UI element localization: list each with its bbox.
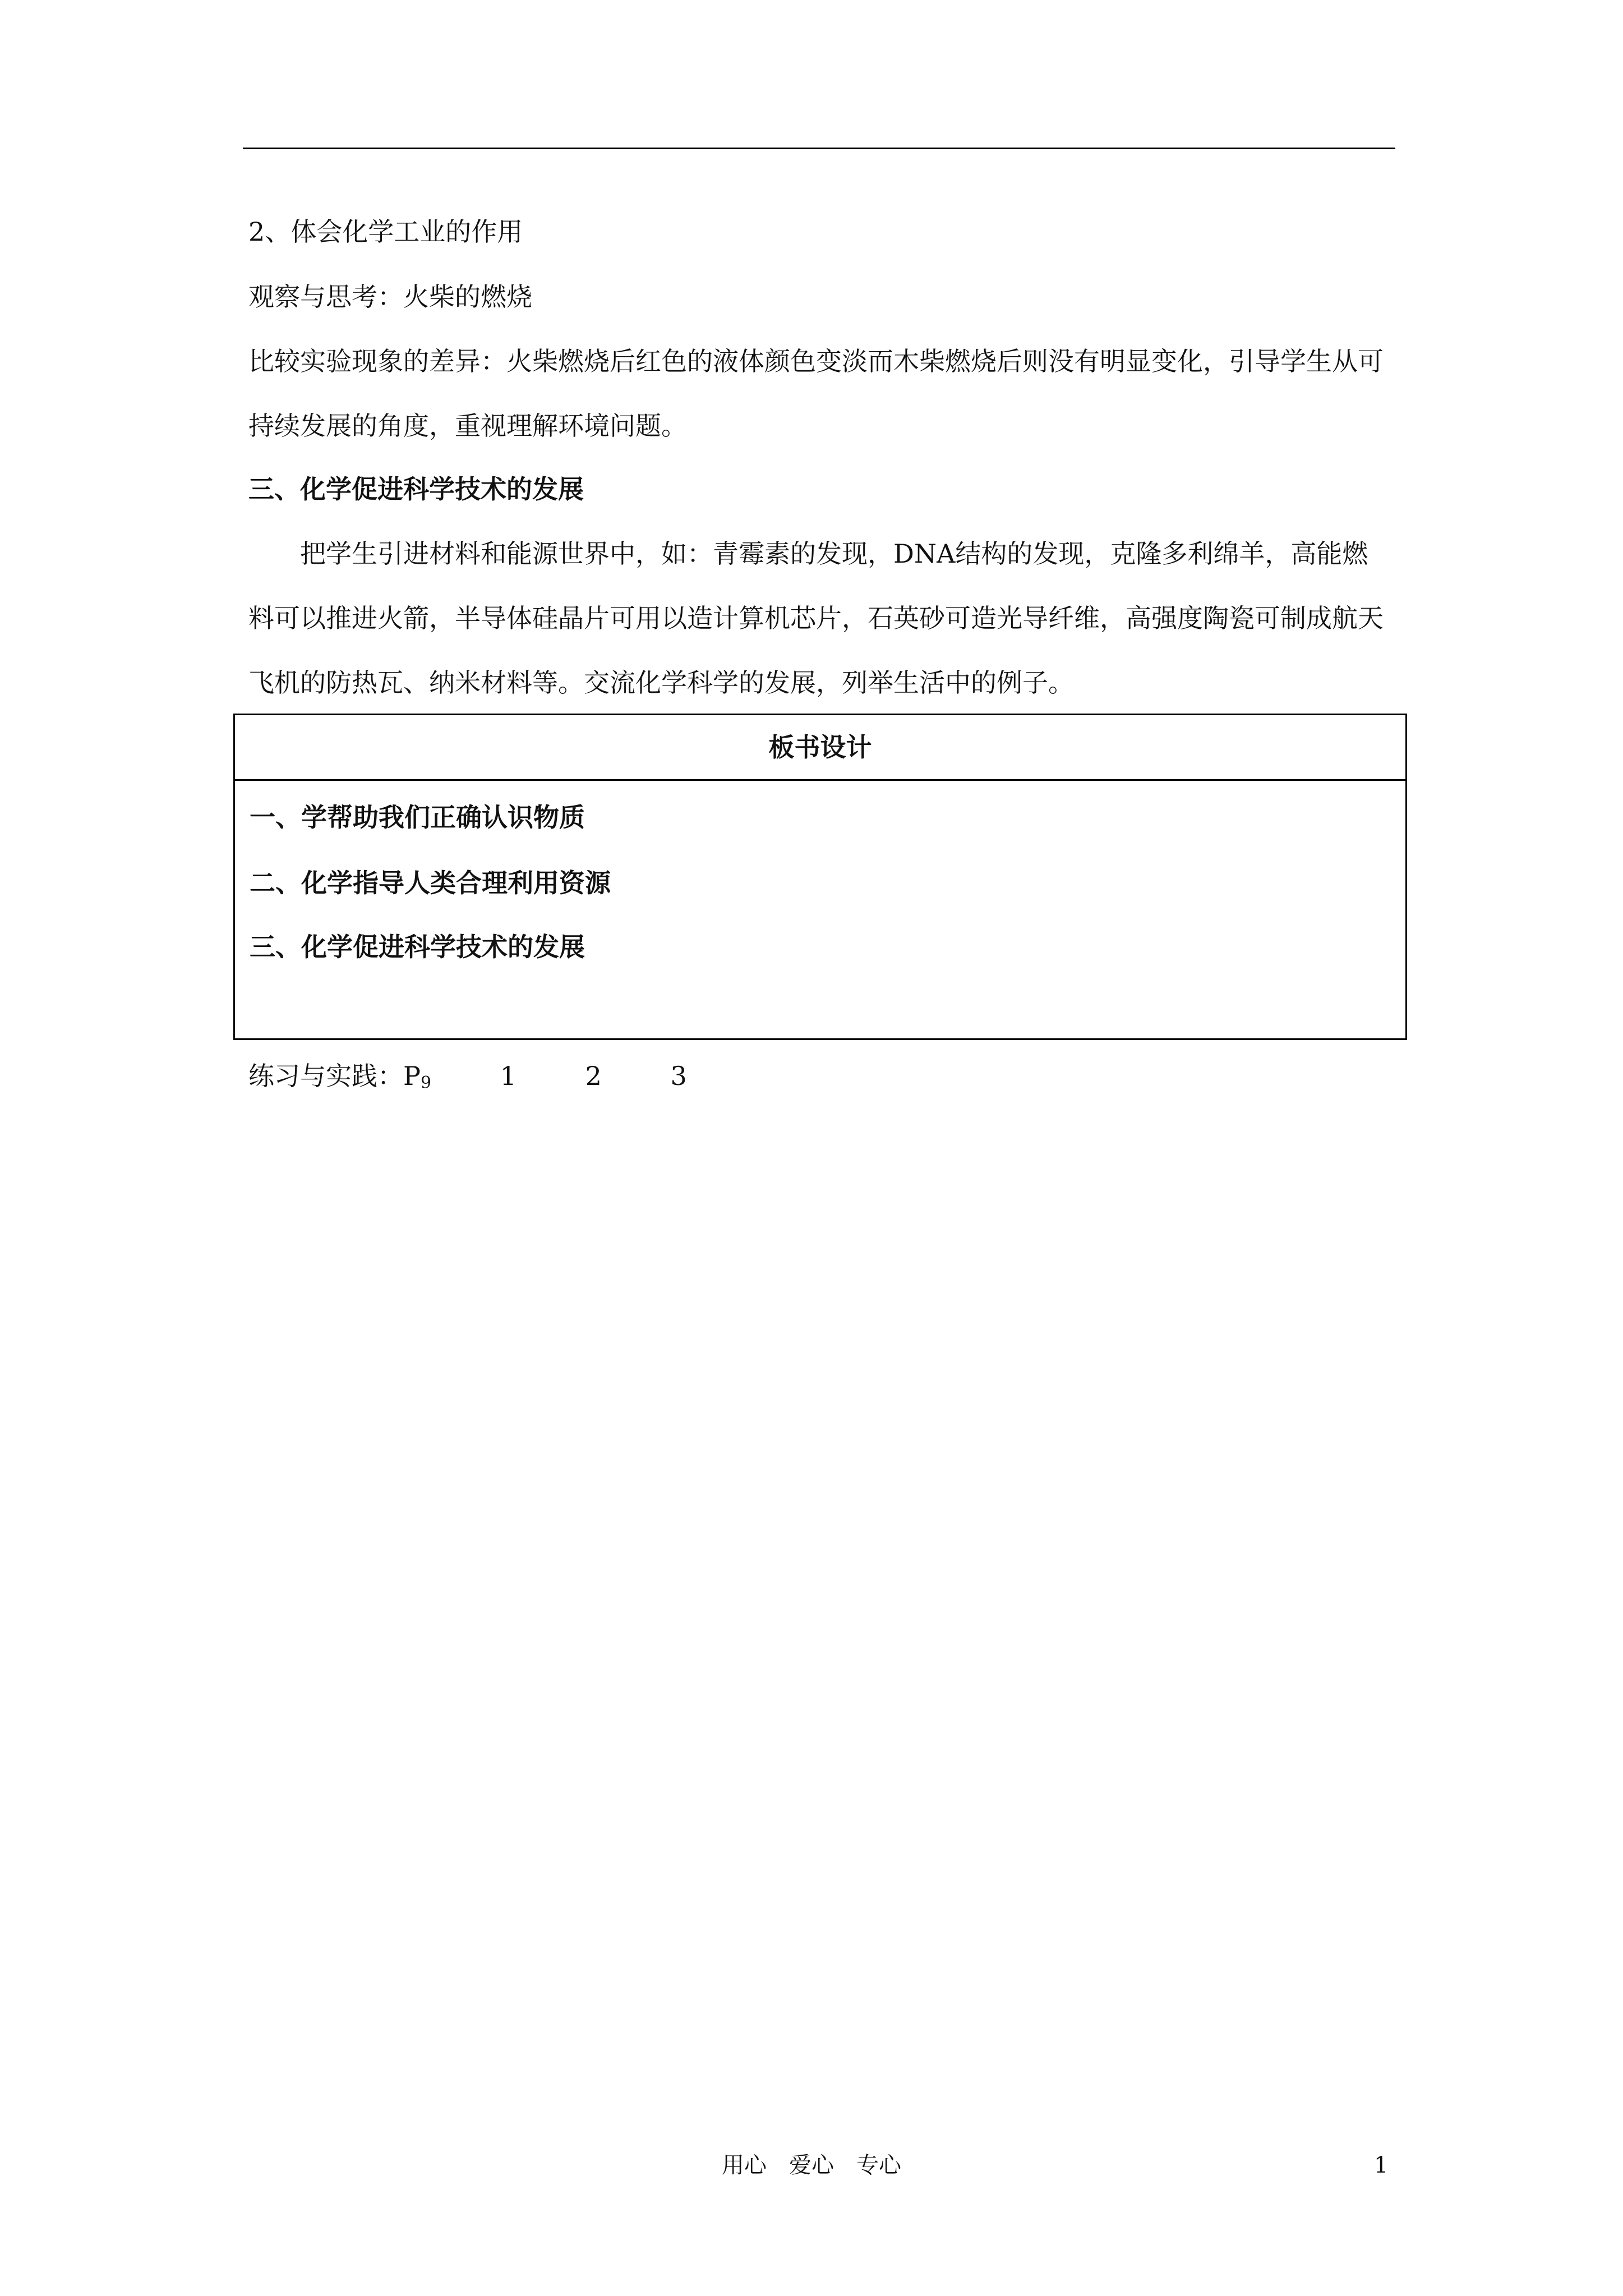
subsection-title: 2、体会化学工业的作用	[248, 217, 523, 247]
board-item-3: 三、化学促进科学技术的发展	[250, 932, 585, 962]
board-item-2: 二、化学指导人类合理利用资源	[250, 868, 611, 898]
header-rule	[243, 148, 1395, 149]
board-item-1: 一、学帮助我们正确认识物质	[250, 802, 585, 832]
materials-paragraph: 把学生引进材料和能源世界中，如：青霉素的发现，DNA结构的发现，克隆多利绵羊，高能燃料可以推进火箭，半导体硅晶片可用以造计算机芯片，石英砂可造光导纤维，高强度陶瓷可制成航天飞机的防热瓦、纳米材料等。交流化学科学的发展，列举生活中的例子。	[248, 539, 1384, 698]
page-number: 1	[1374, 2152, 1389, 2178]
exercise-number-3: 3	[670, 1061, 687, 1091]
footer-motto-2: 爱心	[789, 2152, 834, 2178]
practice-label: 练习与实践：P	[248, 1061, 421, 1091]
section-heading-3: 三、化学促进科学技术的发展	[248, 474, 584, 504]
observe-think-line: 观察与思考：火柴的燃烧	[248, 282, 532, 312]
board-design-table	[233, 714, 1407, 1040]
exercise-number-1: 1	[500, 1061, 517, 1091]
board-design-title: 板书设计	[235, 715, 1405, 781]
footer-motto-1: 用心	[722, 2152, 767, 2178]
exercise-number-2: 2	[585, 1061, 602, 1091]
practice-line	[248, 1059, 687, 1100]
footer-motto-3: 专心	[856, 2152, 901, 2178]
comparison-paragraph: 比较实验现象的差异：火柴燃烧后红色的液体颜色变淡而木柴燃烧后则没有明显变化，引导学生从可持续发展的角度，重视理解环境问题。	[248, 346, 1384, 441]
practice-page-subscript: 9	[420, 1073, 432, 1093]
